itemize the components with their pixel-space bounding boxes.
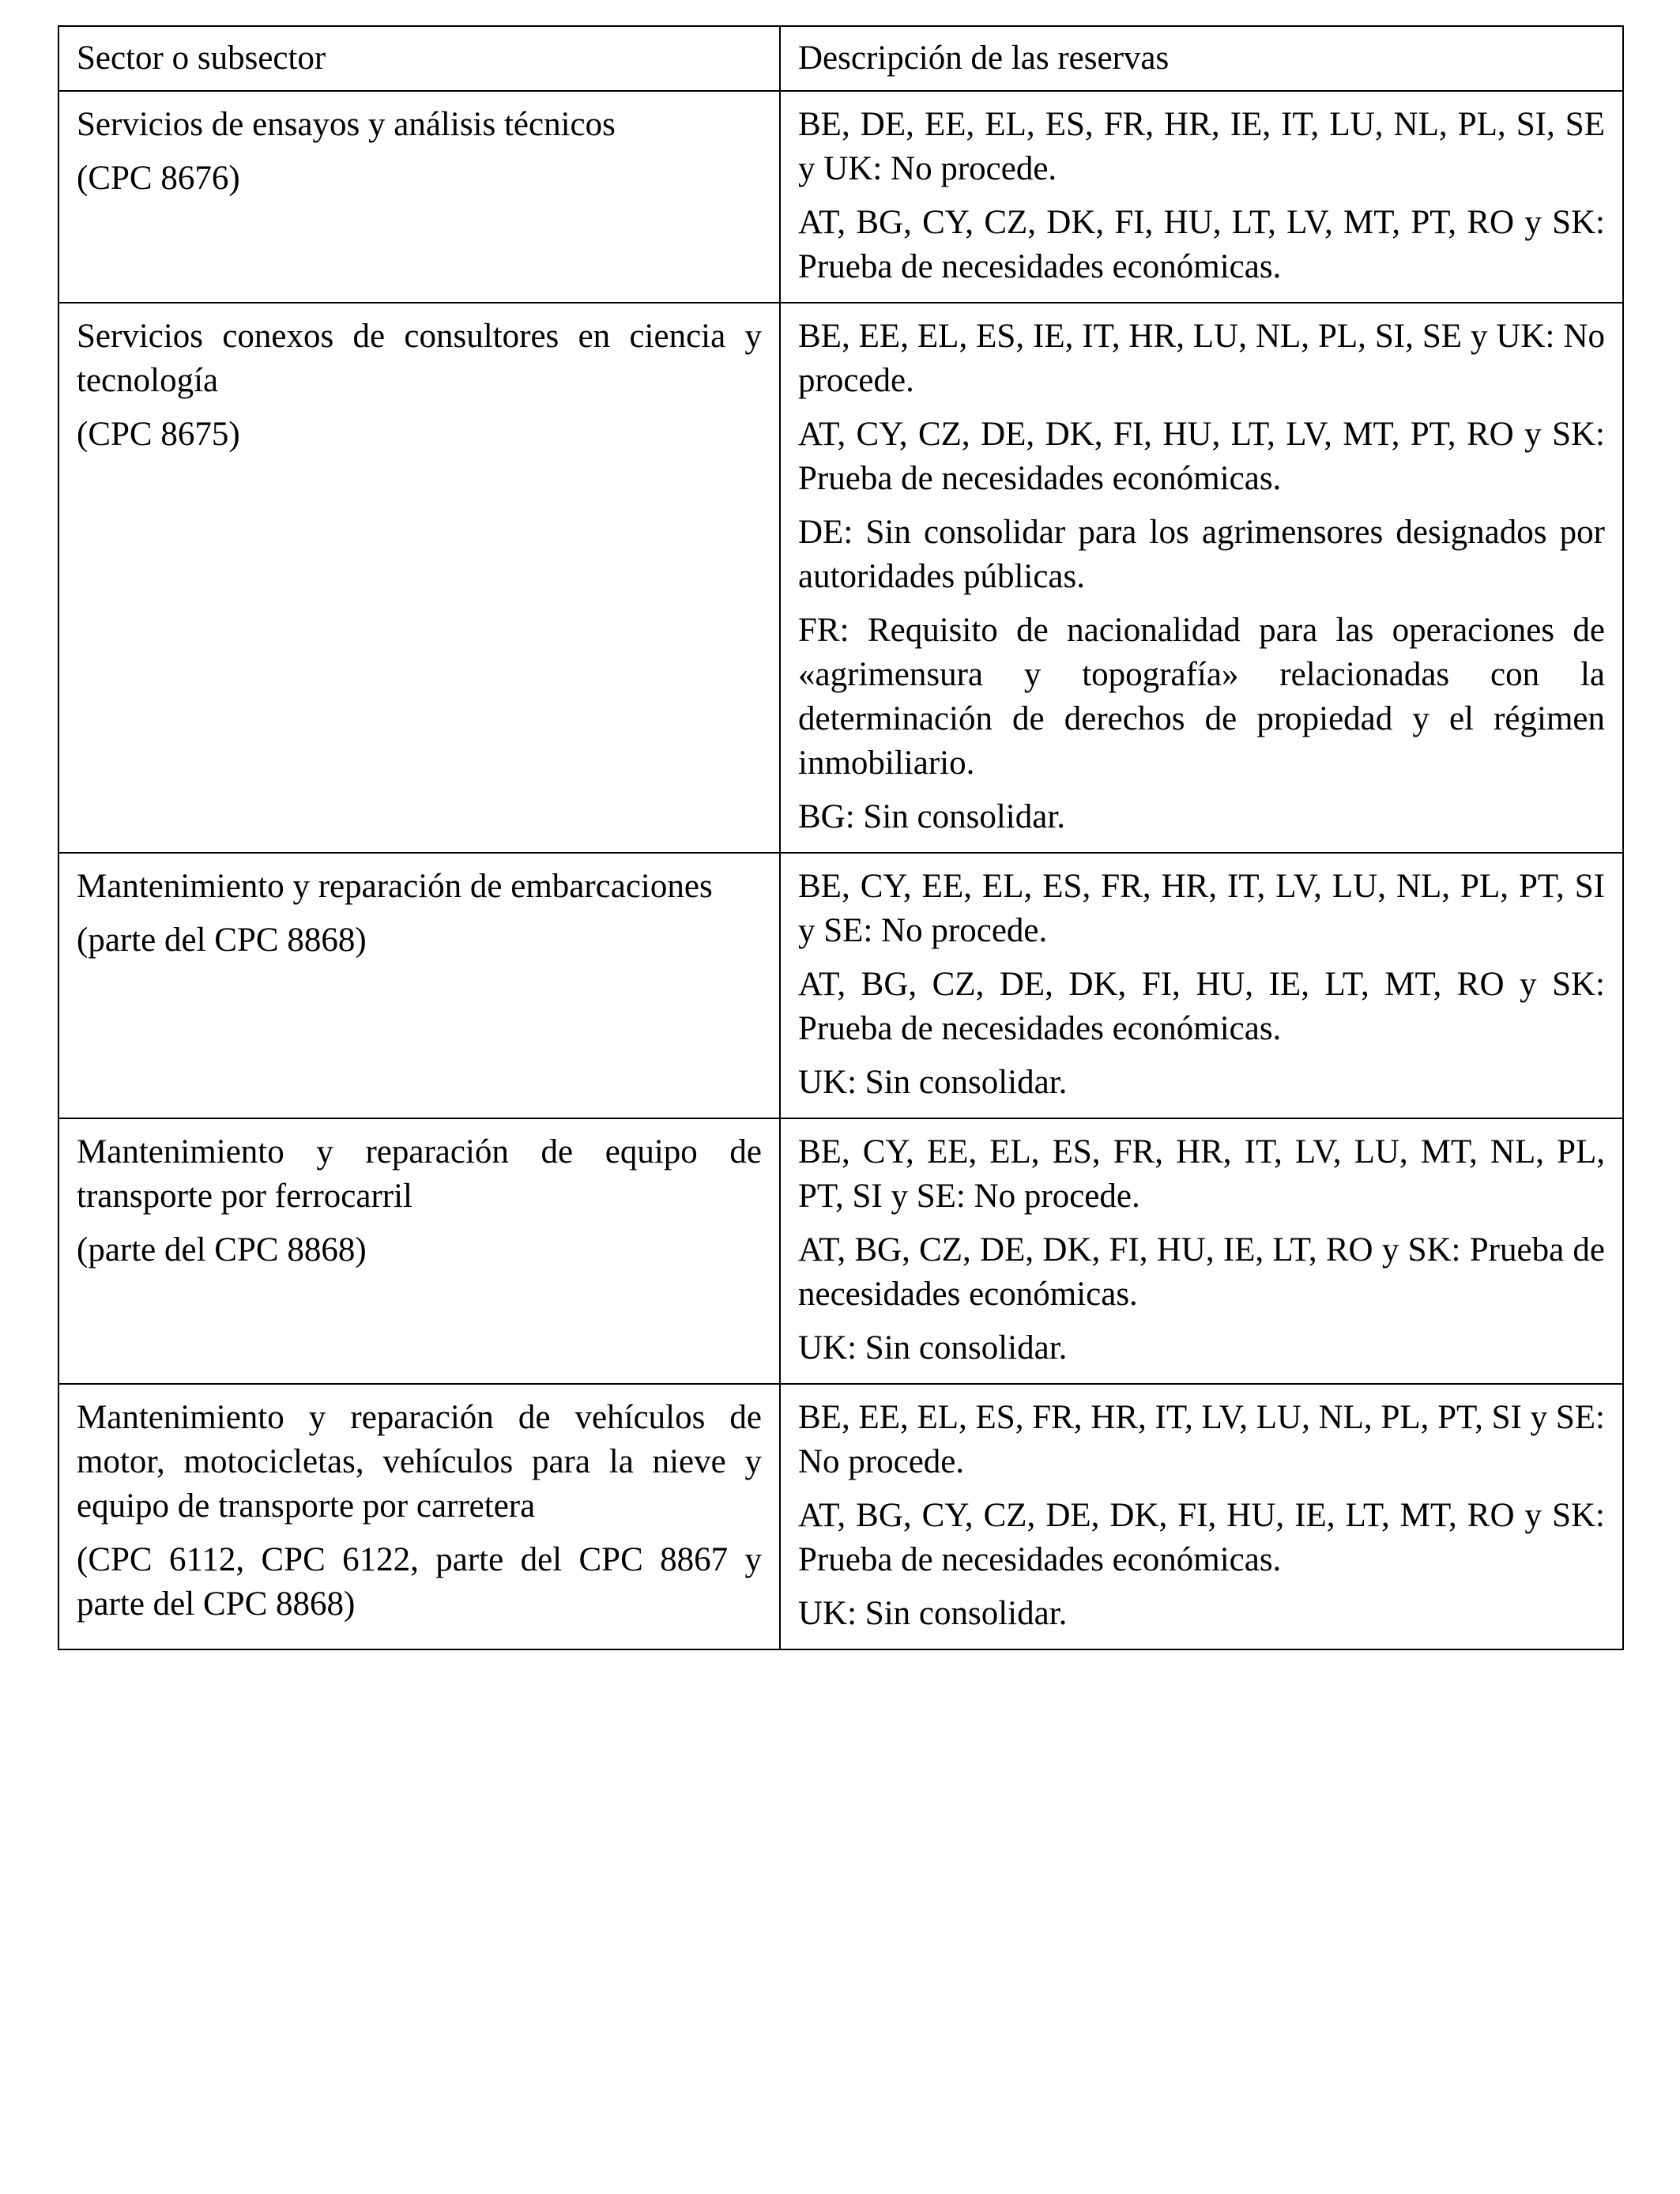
sector-name: Mantenimiento y reparación de equipo de transporte por ferrocarril bbox=[77, 1133, 762, 1215]
table-row bbox=[58, 1384, 1623, 1649]
reservation-paragraph: UK: Sin consolidar. bbox=[798, 1329, 1068, 1367]
sector-cell bbox=[58, 1118, 780, 1384]
reservation-paragraph: FR: Requisito de nacionalidad para las operaciones de «agrimensura y topografía» relacionadas con la determinación de derechos de propiedad y el régimen inmobiliario. bbox=[798, 612, 1605, 782]
sector-cell bbox=[58, 91, 780, 303]
sector-name: Servicios de ensayos y análisis técnicos bbox=[77, 106, 616, 143]
table-row bbox=[58, 91, 1623, 303]
reservation-paragraph: BG: Sin consolidar. bbox=[798, 798, 1066, 835]
sector-cpc: (CPC 8675) bbox=[77, 416, 240, 453]
reservations-cell bbox=[780, 853, 1623, 1118]
reservations-cell bbox=[780, 303, 1623, 853]
sector-cell bbox=[58, 853, 780, 1118]
table-row bbox=[58, 853, 1623, 1118]
sector-cpc: (parte del CPC 8868) bbox=[77, 922, 367, 959]
sector-cell bbox=[58, 1384, 780, 1649]
reservation-paragraph: AT, BG, CY, CZ, DK, FI, HU, LT, LV, MT, PT, RO y SK: Prueba de necesidades económicas. bbox=[798, 204, 1605, 285]
sector-cell bbox=[58, 303, 780, 853]
reservation-paragraph: AT, BG, CZ, DE, DK, FI, HU, IE, LT, MT, RO y SK: Prueba de necesidades económicas. bbox=[798, 966, 1605, 1047]
sector-name: Mantenimiento y reparación de embarcaciones bbox=[77, 868, 713, 905]
reservation-paragraph: BE, CY, EE, EL, ES, FR, HR, IT, LV, LU, MT, NL, PL, PT, SI y SE: No procede. bbox=[798, 1133, 1605, 1215]
reservation-paragraph: AT, BG, CZ, DE, DK, FI, HU, IE, LT, RO y SK: Prueba de necesidades económicas. bbox=[798, 1231, 1605, 1313]
reservation-paragraph: BE, EE, EL, ES, IE, IT, HR, LU, NL, PL, SI, SE y UK: No procede. bbox=[798, 318, 1605, 399]
reservation-paragraph: AT, BG, CY, CZ, DE, DK, FI, HU, IE, LT, MT, RO y SK: Prueba de necesidades económicas. bbox=[798, 1497, 1605, 1578]
table-header-row bbox=[58, 26, 1623, 91]
sector-name: Servicios conexos de consultores en ciencia y tecnología bbox=[77, 318, 762, 399]
reservations-table bbox=[58, 25, 1624, 1650]
reservation-paragraph: BE, EE, EL, ES, FR, HR, IT, LV, LU, NL, PL, PT, SI y SE: No procede. bbox=[798, 1399, 1605, 1480]
header-sector: Sector o subsector bbox=[58, 26, 780, 91]
sector-name: Mantenimiento y reparación de vehículos de motor, motocicletas, vehículos para la nieve y equipo de transporte por carretera bbox=[77, 1399, 762, 1525]
sector-cpc: (CPC 8676) bbox=[77, 160, 240, 197]
reservation-paragraph: DE: Sin consolidar para los agrimensores designados por autoridades públicas. bbox=[798, 514, 1605, 595]
reservation-paragraph: BE, CY, EE, EL, ES, FR, HR, IT, LV, LU, NL, PL, PT, SI y SE: No procede. bbox=[798, 868, 1605, 949]
table-row bbox=[58, 1118, 1623, 1384]
reservation-paragraph: AT, CY, CZ, DE, DK, FI, HU, LT, LV, MT, PT, RO y SK: Prueba de necesidades económicas. bbox=[798, 416, 1605, 497]
reservations-cell bbox=[780, 91, 1623, 303]
header-description: Descripción de las reservas bbox=[780, 26, 1623, 91]
table-row bbox=[58, 303, 1623, 853]
reservation-paragraph: UK: Sin consolidar. bbox=[798, 1595, 1068, 1632]
reservations-cell bbox=[780, 1384, 1623, 1649]
sector-cpc: (CPC 6112, CPC 6122, parte del CPC 8867 y parte del CPC 8868) bbox=[77, 1541, 762, 1623]
reservations-cell bbox=[780, 1118, 1623, 1384]
reservation-paragraph: BE, DE, EE, EL, ES, FR, HR, IE, IT, LU, NL, PL, SI, SE y UK: No procede. bbox=[798, 106, 1605, 187]
reservation-paragraph: UK: Sin consolidar. bbox=[798, 1064, 1068, 1101]
sector-cpc: (parte del CPC 8868) bbox=[77, 1231, 367, 1269]
